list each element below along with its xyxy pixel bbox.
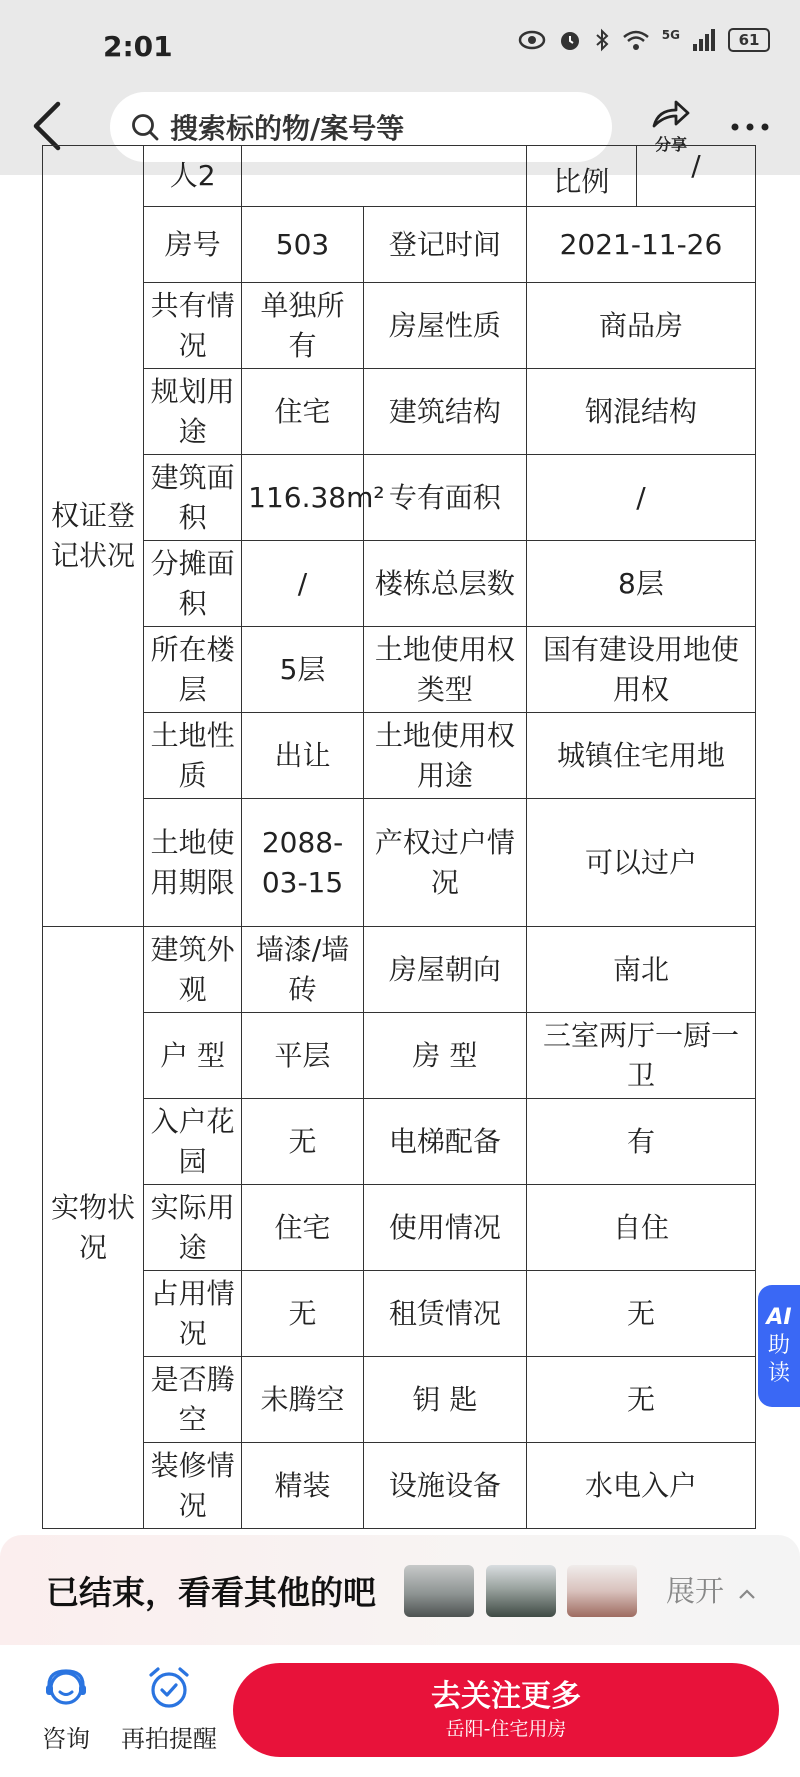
auction-ended-banner <box>0 1535 800 1645</box>
table-cell: 8层 <box>526 541 755 627</box>
table-cell: 无 <box>526 1271 755 1357</box>
table-row <box>43 627 756 713</box>
network-type: 5G <box>661 28 680 42</box>
footer-bar <box>0 1645 800 1777</box>
table-cell: 房屋朝向 <box>363 927 526 1013</box>
table-cell: 住宅 <box>242 369 364 455</box>
table-cell: 房 型 <box>363 1013 526 1099</box>
table-row <box>43 207 756 283</box>
table-row <box>43 713 756 799</box>
follow-more-button[interactable] <box>233 1663 779 1757</box>
table-row <box>43 1271 756 1357</box>
table-row <box>43 1013 756 1099</box>
table-cell: 占用情况 <box>144 1271 242 1357</box>
table-row <box>43 1099 756 1185</box>
cta-subtitle: 岳阳-住宅用房 <box>445 1718 567 1740</box>
ai-tab-label: 读 <box>767 1361 790 1386</box>
table-cell: 建筑结构 <box>363 369 526 455</box>
table-cell: 入户花园 <box>144 1099 242 1185</box>
table-cell: 有 <box>526 1099 755 1185</box>
table-cell: 三室两厅一厨一卫 <box>526 1013 755 1099</box>
table-cell: 墙漆/墙砖 <box>242 927 364 1013</box>
table-cell: 人2 <box>144 146 242 207</box>
table-cell <box>526 146 755 207</box>
table-cell: 所在楼层 <box>144 627 242 713</box>
table-cell: 5层 <box>242 627 364 713</box>
table-cell: 住宅 <box>242 1185 364 1271</box>
table-cell: 土地使用期限 <box>144 799 242 927</box>
expand-button[interactable] <box>666 1569 757 1610</box>
table-cell: 土地使用权用途 <box>363 713 526 799</box>
recommend-thumbnail[interactable] <box>567 1565 637 1617</box>
ai-mark: AI <box>766 1305 792 1330</box>
share-label: 分享 <box>654 135 687 154</box>
table-cell: 出让 <box>242 713 364 799</box>
table-cell: 水电入户 <box>526 1443 755 1529</box>
property-info-content <box>0 149 800 1535</box>
table-cell: 钥 匙 <box>363 1357 526 1443</box>
table-row <box>43 799 756 927</box>
section-label: 实物状况 <box>43 927 144 1529</box>
table-cell: 楼栋总层数 <box>363 541 526 627</box>
battery-icon <box>728 28 770 52</box>
table-cell: 钢混结构 <box>526 369 755 455</box>
table-cell: 房屋性质 <box>363 283 526 369</box>
expand-label: 展开 <box>666 1574 725 1608</box>
consult-label: 咨询 <box>42 1725 90 1753</box>
table-cell: 自住 <box>526 1185 755 1271</box>
share-icon <box>650 98 692 130</box>
search-placeholder: 搜索标的物/案号等 <box>170 112 405 145</box>
ai-read-assistant-tab[interactable] <box>758 1285 800 1407</box>
table-cell: 国有建设用地使用权 <box>526 627 755 713</box>
table-cell: 未腾空 <box>242 1357 364 1443</box>
alarm-clock-icon <box>147 1665 191 1711</box>
table-cell: 使用情况 <box>363 1185 526 1271</box>
battery-level: 61 <box>738 31 760 49</box>
table-cell: 单独所有 <box>242 283 364 369</box>
table-row <box>43 1443 756 1529</box>
recommend-thumbnail[interactable] <box>404 1565 474 1617</box>
table-cell: 建筑外观 <box>144 927 242 1013</box>
table-cell: 土地性质 <box>144 713 242 799</box>
table-cell: / <box>526 455 755 541</box>
ai-tab-label: 助 <box>767 1333 790 1358</box>
customer-service-icon <box>43 1665 89 1711</box>
table-cell: 登记时间 <box>363 207 526 283</box>
table-cell: 设施设备 <box>363 1443 526 1529</box>
recommend-thumbnail[interactable] <box>486 1565 556 1617</box>
table-cell: 建筑面积 <box>144 455 242 541</box>
table-cell: 城镇住宅用地 <box>526 713 755 799</box>
table-row <box>43 1185 756 1271</box>
table-cell: 平层 <box>242 1013 364 1099</box>
status-bar <box>0 0 800 80</box>
table-cell: 南北 <box>526 927 755 1013</box>
table-row <box>43 927 756 1013</box>
wifi-icon <box>622 29 650 51</box>
signal-icon <box>692 29 716 51</box>
table-cell: 实际用途 <box>144 1185 242 1271</box>
table-cell: 可以过户 <box>526 799 755 927</box>
status-icons <box>518 28 770 52</box>
section-label: 权证登记状况 <box>43 146 144 927</box>
table-cell: 租赁情况 <box>363 1271 526 1357</box>
table-cell: 分摊面积 <box>144 541 242 627</box>
table-cell: 精装 <box>242 1443 364 1529</box>
table-cell: 规划用途 <box>144 369 242 455</box>
table-row <box>43 369 756 455</box>
bluetooth-icon <box>594 28 610 52</box>
table-cell: 土地使用权类型 <box>363 627 526 713</box>
chevron-up-icon <box>737 1587 757 1601</box>
table-cell: / <box>242 541 364 627</box>
table-row <box>43 541 756 627</box>
table-cell: 2088-03-15 <box>242 799 364 927</box>
table-row <box>43 455 756 541</box>
remind-label: 再拍提醒 <box>121 1725 217 1753</box>
cta-title: 去关注更多 <box>431 1679 581 1714</box>
remind-button[interactable] <box>114 1665 224 1754</box>
table-cell: 无 <box>242 1099 364 1185</box>
table-cell: 无 <box>526 1357 755 1443</box>
table-cell: 户 型 <box>144 1013 242 1099</box>
table-cell: 共有情况 <box>144 283 242 369</box>
alarm-icon <box>558 28 582 52</box>
table-cell: 装修情况 <box>144 1443 242 1529</box>
table-row <box>43 283 756 369</box>
table-cell <box>242 146 527 207</box>
table-cell-label: 比例 <box>527 146 637 206</box>
table-cell-value: / <box>691 149 701 182</box>
table-cell: 专有面积 <box>363 455 526 541</box>
more-icon <box>730 122 770 132</box>
table-cell: 116.38m² <box>242 455 364 541</box>
consult-button[interactable] <box>38 1665 94 1754</box>
table-cell: 503 <box>242 207 364 283</box>
search-icon <box>130 112 160 142</box>
table-cell: 电梯配备 <box>363 1099 526 1185</box>
property-info-table <box>42 145 756 1529</box>
ended-message: 已结束，看看其他的吧 <box>46 1573 376 1612</box>
table-cell: 无 <box>242 1271 364 1357</box>
table-cell: 2021-11-26 <box>526 207 755 283</box>
table-row <box>43 146 756 207</box>
table-cell: 商品房 <box>526 283 755 369</box>
table-cell: 是否腾空 <box>144 1357 242 1443</box>
eye-icon <box>518 30 546 50</box>
table-cell: 房号 <box>144 207 242 283</box>
table-row <box>43 1357 756 1443</box>
status-time: 2:01 <box>103 30 173 63</box>
table-cell: 产权过户情况 <box>363 799 526 927</box>
